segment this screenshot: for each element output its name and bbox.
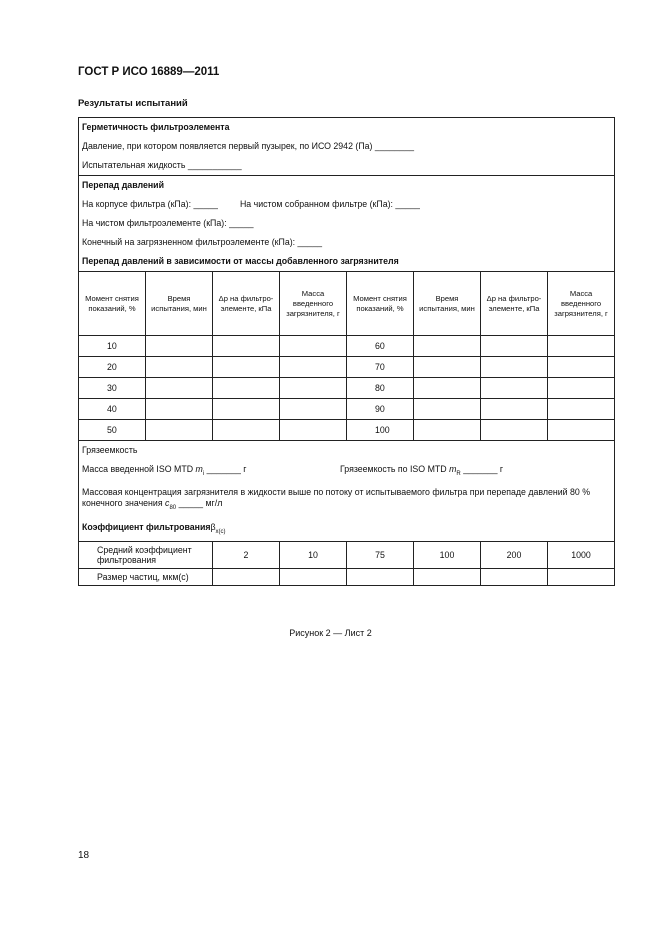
document-header: ГОСТ Р ИСО 16889—2011: [78, 66, 220, 78]
capacity-field: Грязеемкость по ISO MTD $m_R$ _______ г: [340, 464, 504, 477]
ratio-value: 100: [414, 542, 481, 569]
particle-size-label: Размер частиц, мкм(с): [79, 569, 213, 586]
housing-pressure-field: На корпусе фильтра (кПа): _____: [82, 199, 218, 209]
table-row: [79, 357, 615, 378]
moment-cell: 50: [79, 420, 146, 441]
mass-injected-field: Масса введенной ISO MTD $m_i$ _______ г: [82, 464, 247, 477]
table-row: [79, 378, 615, 399]
column-header: Масса введенного загрязнителя, г: [280, 272, 347, 336]
moment-cell: 30: [79, 378, 146, 399]
column-header: Момент снятия показаний, %: [347, 272, 414, 336]
pressure-drop-title: Перепад давлений: [82, 180, 164, 190]
column-header: Момент снятия показаний, %: [79, 272, 146, 336]
results-form-table: [78, 117, 615, 586]
pressure-drop-block: [79, 176, 615, 272]
ratio-value: 2: [213, 542, 280, 569]
moment-cell: 70: [347, 357, 414, 378]
section-title: Результаты испытаний: [78, 98, 188, 109]
column-header: Время испытания, мин: [146, 272, 213, 336]
final-pressure-field: Конечный на загрязненном фильтроэлементе (кПа): _____: [82, 237, 323, 247]
moment-cell: 80: [347, 378, 414, 399]
table-row: [79, 336, 615, 357]
figure-caption: Рисунок 2 — Лист 2: [289, 628, 372, 638]
ratio-value: 1000: [548, 542, 615, 569]
filtration-ratio-row: [79, 542, 615, 569]
moment-cell: 60: [347, 336, 414, 357]
moment-cell: 10: [79, 336, 146, 357]
ratio-value: 200: [481, 542, 548, 569]
bubble-pressure-field: Давление, при котором появляется первый пузырек, по ИСО 2942 (Па) ________: [82, 141, 415, 151]
capacity-title: Грязеемкость: [82, 445, 138, 455]
table-row: [79, 420, 615, 441]
table-header-row: [79, 272, 615, 336]
clean-element-pressure-field: На чистом фильтроэлементе (кПа): _____: [82, 218, 254, 228]
concentration-field: Массовая концентрация загрязнителя в жидкости выше по потоку от испытываемого фильтра при перепаде давлений 80 % конечного значения $c_{80}$ _____ мг/л: [82, 486, 591, 511]
column-header: Δp на фильтро-элементе, кПа: [213, 272, 280, 336]
moment-cell: 20: [79, 357, 146, 378]
moment-cell: 100: [347, 420, 414, 441]
particle-size-row: [79, 569, 615, 586]
column-header: Масса введенного загрязнителя, г: [548, 272, 615, 336]
hermetic-title: Герметичность фильтроэлемента: [82, 122, 230, 132]
capacity-block: [79, 441, 615, 542]
avg-ratio-label: Средний коэффициент фильтрования: [79, 542, 213, 569]
moment-cell: 40: [79, 399, 146, 420]
filtration-title: Коэффициент фильтрованияβ$_{x(c)}$: [82, 521, 226, 535]
test-liquid-field: Испытательная жидкость ___________: [82, 160, 242, 170]
page-number: 18: [78, 850, 90, 861]
pressure-vs-mass-title: Перепад давлений в зависимости от массы добавленного загрязнителя: [82, 256, 399, 266]
ratio-value: 10: [280, 542, 347, 569]
moment-cell: 90: [347, 399, 414, 420]
hermetic-block: [79, 118, 615, 176]
table-row: [79, 399, 615, 420]
column-header: Δp на фильтро-элементе, кПа: [481, 272, 548, 336]
ratio-value: 75: [347, 542, 414, 569]
clean-assembled-pressure-field: На чистом собранном фильтре (кПа): _____: [239, 199, 420, 209]
column-header: Время испытания, мин: [414, 272, 481, 336]
